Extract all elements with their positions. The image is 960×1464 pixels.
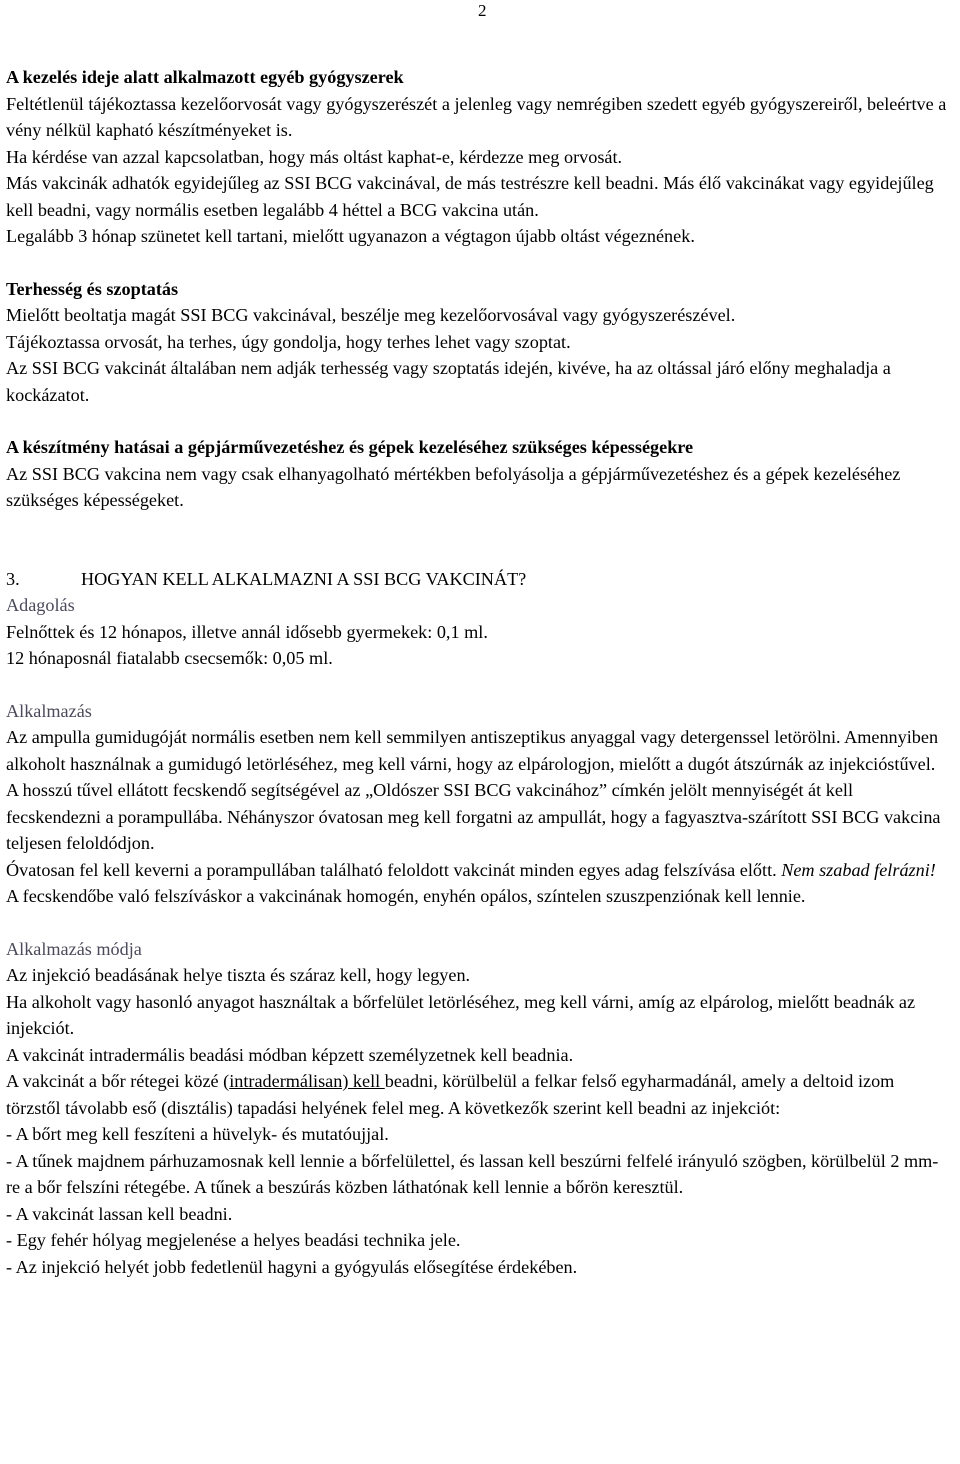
paragraph: A vakcinát intradermális beadási módban képzett személyzetnek kell beadnia. <box>6 1044 574 1065</box>
subsection-heading: Alkalmazás <box>6 700 92 721</box>
section-pregnancy <box>6 276 952 409</box>
text: beadni, körülbelül a felkar felső egyharmadánál, amely a deltoid izom törzstől távolabb eső (disztális) tapadási helyének felel meg. A következők szerint kell beadni az injekciót: <box>6 1071 895 1118</box>
paragraph <box>6 857 952 884</box>
section-other-medicines <box>6 64 952 250</box>
paragraph: 12 hónaposnál fiatalabb csecsemők: 0,05 ml. <box>6 648 333 668</box>
paragraph: Az SSI BCG vakcina nem vagy csak elhanyagolható mértékben befolyásolja a gépjárművezetéshez és a gépek kezeléséhez szükséges képességeket. <box>6 463 901 510</box>
underlined-text: intradermálisan) kell <box>229 1071 385 1091</box>
section-dosage <box>6 592 952 672</box>
chapter-title: HOGYAN KELL ALKALMAZNI A SSI BCG VAKCINÁT? <box>81 568 527 589</box>
section-application <box>6 698 952 910</box>
list-item: - Egy fehér hólyag megjelenése a helyes beadási technika jele. <box>6 1230 461 1250</box>
subsection-heading: Alkalmazás módja <box>6 938 142 959</box>
paragraph: Az SSI BCG vakcinát általában nem adják terhesség vagy szoptatás idején, kivéve, ha az oltással járó előny meghaladja a kockázatot. <box>6 358 891 405</box>
paragraph: Mielőtt beoltatja magát SSI BCG vakcinával, beszélje meg kezelőorvosával vagy gyógyszerészével. <box>6 305 736 325</box>
chapter-number: 3. <box>6 568 20 589</box>
section-method <box>6 936 952 1281</box>
text: A vakcinát a bőr rétegei közé ( <box>6 1071 230 1091</box>
paragraph: Tájékoztassa orvosát, ha terhes, úgy gondolja, hogy terhes lehet vagy szoptat. <box>6 331 571 352</box>
text: Óvatosan fel kell keverni a porampullában található feloldott vakcinát minden egyes adag felszívása előtt. <box>6 859 777 880</box>
warning-text: Nem szabad felrázni! <box>781 859 936 880</box>
list-item: - A tűnek majdnem párhuzamosnak kell lennie a bőrfelülettel, és lassan kell beszúrni felfelé irányuló szögben, körülbelül 2 mm-re a bőr felszíni rétegébe. A tűnek a beszúrás közben láthatónak kell lennie a bőrön keresztül. <box>6 1150 939 1197</box>
paragraph: A hosszú tűvel ellátott fecskendő segítségével az „Oldószer SSI BCG vakcinához” címkén jelölt mennyiségét át kell fecskendezni a porampullába. Néhányszor óvatosan meg kell forgatni az ampullát, hogy a fagyasztva-szárított SSI BCG vakcina teljesen feloldódjon. <box>6 780 941 853</box>
subsection-heading: Adagolás <box>6 595 75 615</box>
list-item: - Az injekció helyét jobb fedetlenül hagyni a gyógyulás elősegítése érdekében. <box>6 1256 578 1277</box>
paragraph: Az ampulla gumidugóját normális esetben nem kell semmilyen antiszeptikus anyaggal vagy detergenssel letörölni. Amennyiben alkoholt használnak a gumidugó letörléséhez, meg kell várni, hogy az elpárologjon, mielőtt a dugót átszúrnák az injekcióstűvel. <box>6 727 939 774</box>
document-body <box>6 64 952 1280</box>
section-heading: A kezelés ideje alatt alkalmazott egyéb gyógyszerek <box>6 67 404 87</box>
paragraph: Az injekció beadásának helye tiszta és száraz kell, hogy legyen. <box>6 965 471 985</box>
paragraph: Ha kérdése van azzal kapcsolatban, hogy más oltást kaphat-e, kérdezze meg orvosát. <box>6 146 623 167</box>
section-heading: A készítmény hatásai a gépjárművezetéshez és gépek kezeléséhez szükséges képességekre <box>6 437 694 457</box>
paragraph <box>6 1068 952 1121</box>
paragraph: Feltétlenül tájékoztassa kezelőorvosát vagy gyógyszerészét a jelenleg vagy nemrégiben szedett egyéb gyógyszereiről, beleértve a vény nélkül kapható készítményeket is. <box>6 93 947 140</box>
paragraph: Ha alkoholt vagy hasonló anyagot használtak a bőrfelület letörléséhez, meg kell várni, amíg az elpárolog, mielőtt beadnák az injekciót. <box>6 991 916 1038</box>
list-item: - A vakcinát lassan kell beadni. <box>6 1203 233 1224</box>
paragraph: Más vakcinák adhatók egyidejűleg az SSI BCG vakcinával, de más testrészre kell beadni. Más élő vakcinákat vagy egyidejűleg kell beadni, vagy normális esetben legalább 4 héttel a BCG vakcina után. <box>6 173 934 220</box>
paragraph: Felnőttek és 12 hónapos, illetve annál idősebb gyermekek: 0,1 ml. <box>6 621 488 642</box>
section-heading: Terhesség és szoptatás <box>6 278 179 299</box>
paragraph: A fecskendőbe való felszíváskor a vakcinának homogén, enyhén opálos, színtelen szuszpenziónak kell lennie. <box>6 886 806 906</box>
section-driving <box>6 434 952 514</box>
list-item: - A bőrt meg kell feszíteni a hüvelyk- és mutatóujjal. <box>6 1124 389 1144</box>
paragraph: Legalább 3 hónap szünetet kell tartani, mielőtt ugyanazon a végtagon újabb oltást végeznének. <box>6 226 695 246</box>
chapter-heading <box>6 566 952 593</box>
page-number: 2 <box>478 1 487 20</box>
